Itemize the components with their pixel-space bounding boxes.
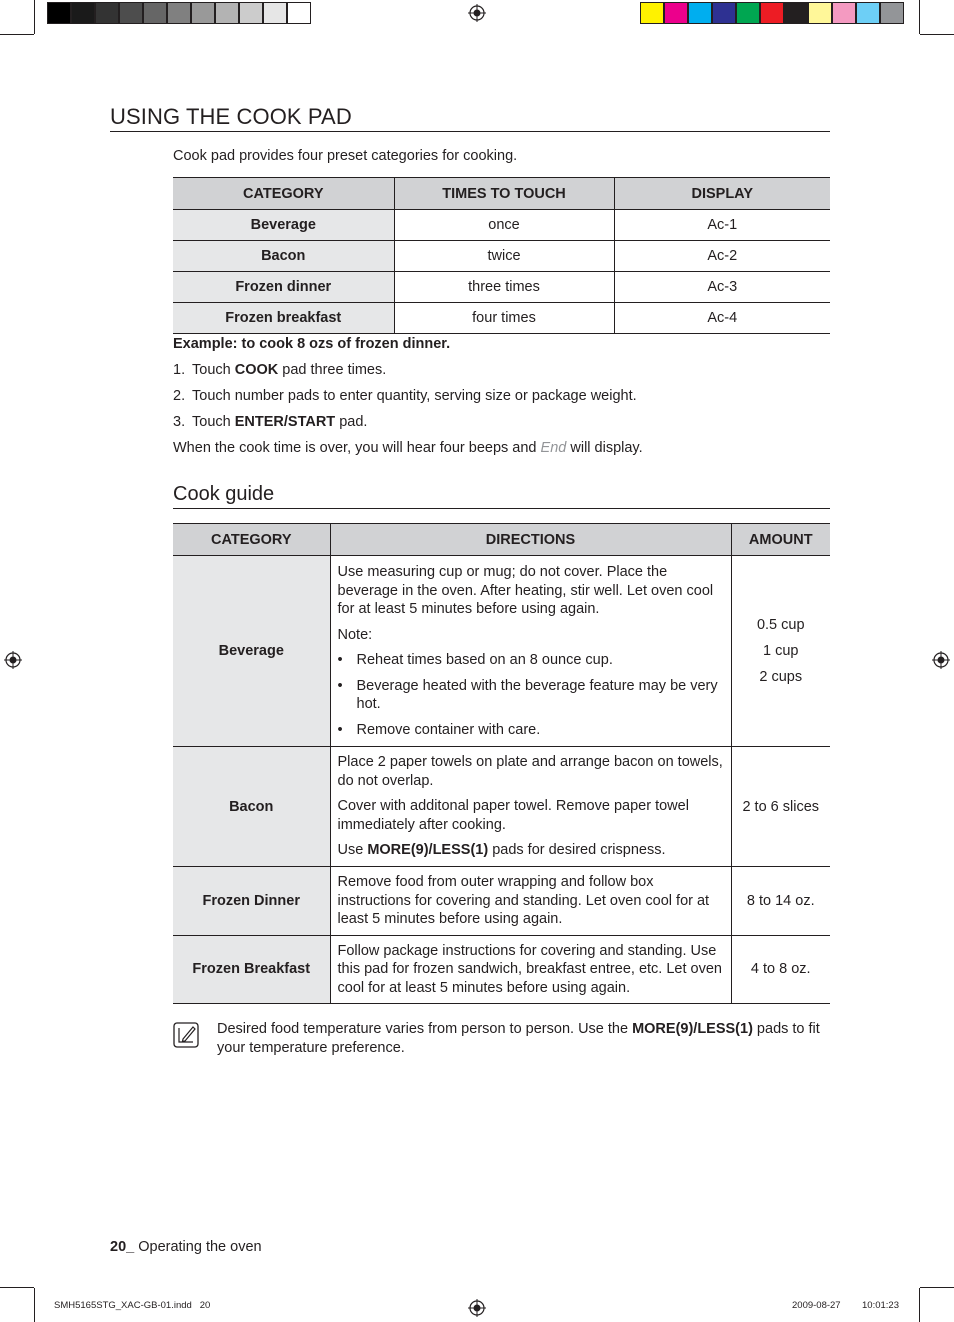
color-swatch — [191, 2, 215, 24]
column-header: DIRECTIONS — [330, 524, 731, 556]
step-number: 1. — [173, 362, 186, 378]
color-swatch — [71, 2, 95, 24]
crop-mark — [919, 0, 920, 34]
table-row — [173, 556, 830, 747]
times-cell: once — [394, 210, 614, 241]
slug-time: 10:01:23 — [862, 1300, 899, 1311]
page-title: USING THE COOK PAD — [110, 104, 352, 129]
color-swatch — [263, 2, 287, 24]
direction-text: Remove food from outer wrapping and follow box instructions for covering and standing. Let oven cool for at least 5 minutes before using again. — [337, 874, 710, 927]
section-name: Operating the oven — [134, 1239, 262, 1255]
step-key: COOK — [234, 362, 279, 378]
table-row — [173, 241, 830, 272]
color-swatch — [832, 2, 856, 24]
category-cell: Frozen Breakfast — [173, 935, 330, 1004]
times-cell: twice — [394, 241, 614, 272]
step-number: 2. — [173, 388, 186, 404]
color-swatch — [143, 2, 167, 24]
column-header: CATEGORY — [173, 524, 330, 556]
direction-fragment: Use — [337, 842, 368, 859]
crop-mark — [0, 34, 34, 35]
note-text — [217, 1020, 827, 1057]
color-swatch — [215, 2, 239, 24]
amount-cell: 4 to 8 oz. — [731, 935, 830, 1004]
direction-text: Follow package instructions for covering and standing. Use this pad for frozen sandwich, breakfast entree, etc. Let oven cool for at least 5 minutes before using again. — [337, 942, 722, 996]
color-swatch — [808, 2, 832, 24]
category-cell: Bacon — [173, 241, 394, 272]
direction-key: MORE(9)/LESS(1) — [367, 842, 489, 859]
registration-mark-icon — [468, 1299, 486, 1317]
color-swatch — [95, 2, 119, 24]
direction-text: Place 2 paper towels on plate and arrange bacon on towels, do not overlap. — [337, 754, 723, 789]
color-swatch — [712, 2, 736, 24]
note-fragment: pads to fit your temperature preference. — [217, 1021, 820, 1056]
preset-table — [173, 177, 830, 334]
table-row — [173, 303, 830, 334]
step-text: pad three times. — [278, 362, 387, 378]
amount-cell: 8 to 14 oz. — [731, 867, 830, 936]
category-cell: Frozen breakfast — [173, 303, 394, 334]
directions-cell — [330, 556, 731, 747]
crop-mark — [34, 1288, 35, 1322]
step-text: Touch — [192, 362, 235, 378]
example-step — [173, 414, 367, 430]
note-label: Note: — [337, 626, 373, 643]
color-swatch — [760, 2, 784, 24]
category-cell: Frozen Dinner — [173, 867, 330, 936]
table-header-row — [173, 524, 830, 556]
title-divider — [110, 131, 830, 132]
bullet-item: • Beverage heated with the beverage feature may be very hot. — [338, 677, 725, 714]
directions-cell — [330, 867, 731, 936]
category-cell: Beverage — [173, 210, 394, 241]
display-cell: Ac-2 — [614, 241, 830, 272]
step-number: 3. — [173, 414, 186, 430]
closing-text: will display. — [566, 440, 643, 456]
example-step — [173, 388, 637, 404]
table-row — [173, 272, 830, 303]
amount-value: 1 cup — [763, 643, 799, 659]
step-text: Touch — [192, 414, 235, 430]
category-cell: Bacon — [173, 747, 330, 867]
amount-value: 0.5 cup — [756, 617, 805, 633]
color-swatch — [784, 2, 808, 24]
slug-filename: SMH5165STG_XAC-GB-01.indd 20 — [54, 1300, 211, 1311]
table-row — [173, 747, 830, 867]
crop-mark — [920, 34, 954, 35]
display-end-word: End — [540, 440, 567, 456]
page-footer — [110, 1239, 262, 1255]
color-swatch — [239, 2, 263, 24]
example-closing — [173, 440, 643, 456]
section-divider — [173, 508, 830, 509]
color-swatch — [640, 2, 664, 24]
crop-mark — [919, 1288, 920, 1322]
color-swatch — [119, 2, 143, 24]
column-header: AMOUNT — [731, 524, 830, 556]
page-number: 20_ — [110, 1239, 135, 1255]
note-fragment: Desired food temperature varies from person to person. Use the — [217, 1021, 633, 1037]
directions-cell — [330, 747, 731, 867]
intro-text: Cook pad provides four preset categories for cooking. — [173, 148, 518, 164]
direction-text: Cover with additonal paper towel. Remove paper towel immediately after cooking. — [337, 798, 689, 833]
direction-text — [338, 841, 725, 860]
crop-mark — [0, 1287, 34, 1288]
color-swatch — [688, 2, 712, 24]
display-cell: Ac-3 — [614, 272, 830, 303]
step-text: Touch number pads to enter quantity, serving size or package weight. — [192, 388, 637, 404]
section-title: Cook guide — [173, 483, 275, 505]
registration-mark-icon — [468, 4, 486, 22]
direction-fragment: pads for desired crispness. — [488, 842, 666, 859]
color-swatch — [47, 2, 71, 24]
crop-mark — [34, 0, 35, 34]
amount-cell — [731, 556, 830, 747]
display-cell: Ac-4 — [614, 303, 830, 334]
directions-cell — [330, 935, 731, 1004]
example-heading: Example: to cook 8 ozs of frozen dinner. — [173, 336, 451, 352]
category-cell: Beverage — [173, 556, 330, 747]
table-row — [173, 935, 830, 1004]
color-swatch — [287, 2, 311, 24]
column-header: DISPLAY — [614, 178, 830, 210]
cook-guide-table — [173, 523, 830, 1004]
example-step — [173, 362, 386, 378]
direction-text: Use measuring cup or mug; do not cover. Place the beverage in the oven. After heating, stir well. Let oven cool for at least 5 minutes before using again. — [337, 564, 714, 617]
crop-mark — [920, 1287, 954, 1288]
color-swatch — [664, 2, 688, 24]
amount-cell: 2 to 6 slices — [731, 747, 830, 867]
step-text: pad. — [335, 414, 368, 430]
color-swatch — [856, 2, 880, 24]
table-header-row — [173, 178, 830, 210]
closing-text: When the cook time is over, you will hear four beeps and — [173, 440, 541, 456]
bullet-item: • Remove container with care. — [338, 721, 725, 740]
color-swatch — [167, 2, 191, 24]
note-pencil-icon — [173, 1022, 199, 1048]
bullet-item: • Reheat times based on an 8 ounce cup. — [338, 651, 725, 670]
registration-mark-icon — [932, 651, 950, 669]
display-cell: Ac-1 — [614, 210, 830, 241]
column-header: TIMES TO TOUCH — [394, 178, 614, 210]
registration-mark-icon — [4, 651, 22, 669]
color-swatch — [736, 2, 760, 24]
step-key: ENTER/START — [234, 414, 336, 430]
slug-date: 2009-08-27 — [792, 1300, 841, 1311]
amount-value: 2 cups — [759, 669, 803, 685]
table-row — [173, 867, 830, 936]
times-cell: four times — [394, 303, 614, 334]
color-swatch — [880, 2, 904, 24]
times-cell: three times — [394, 272, 614, 303]
note-key: MORE(9)/LESS(1) — [632, 1021, 753, 1037]
table-row — [173, 210, 830, 241]
column-header: CATEGORY — [173, 178, 394, 210]
category-cell: Frozen dinner — [173, 272, 394, 303]
